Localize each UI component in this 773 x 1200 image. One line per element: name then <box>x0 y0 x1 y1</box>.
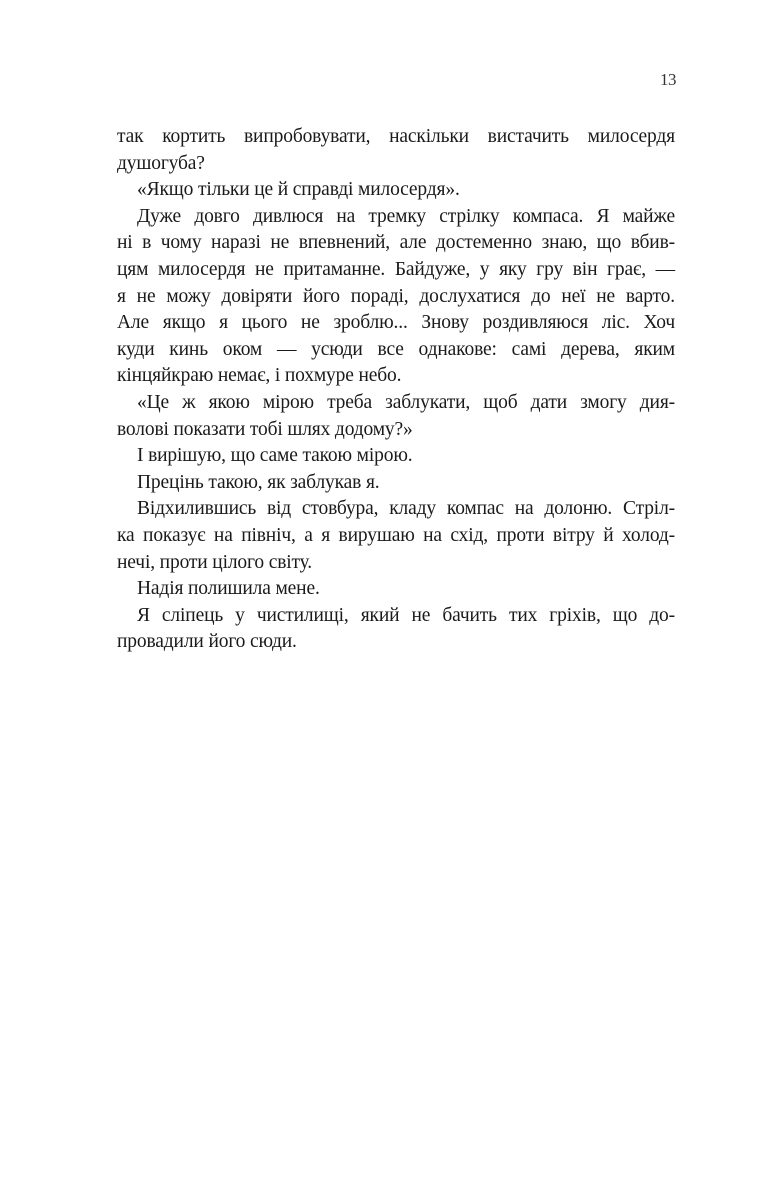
text-line: «Якщо тільки це й справді милосердя». <box>137 179 460 201</box>
text-line: так кортить випробовувати, наскільки вистачить милосердя <box>117 126 675 147</box>
text-line: Я сліпець у чистилищі, який не бачить тих гріхів, що до- <box>137 604 675 626</box>
text-line: волові показати тобі шлях додому?» <box>117 418 413 440</box>
text-line: цям милосердя не притаманне. Байдуже, у яку гру він грає, — <box>117 258 675 280</box>
page-number: 13 <box>660 70 676 89</box>
text-line: я не можу довіряти його пораді, дослухатися до неї не варто. <box>117 285 675 307</box>
text-line: нечі, проти цілого світу. <box>117 551 313 573</box>
text-line: ка показує на північ, а я вирушаю на схід, проти вітру й холод- <box>117 524 675 546</box>
text-line: душогуба? <box>117 152 205 174</box>
text-line: «Це ж якою мірою треба заблукати, щоб дати змогу дия- <box>137 391 675 413</box>
text-line: Дуже довго дивлюся на тремку стрілку компаса. Я майже <box>137 205 675 227</box>
text-line: І вирішую, що саме такою мірою. <box>137 445 413 467</box>
text-line: куди кинь оком — усюди все однакове: самі дерева, яким <box>117 338 675 360</box>
text-line: Але якщо я цього не зроблю... Знову роздивляюся ліс. Хоч <box>117 312 675 334</box>
text-line: Надія полишила мене. <box>137 578 320 600</box>
text-line: Відхилившись від стовбура, кладу компас на долоню. Стріл- <box>137 498 675 520</box>
text-line: провадили його сюди. <box>117 631 297 653</box>
body-text <box>117 124 675 656</box>
text-line: ні в чому наразі не впевнений, але достеменно знаю, що вбив- <box>117 232 675 254</box>
text-line: Прецінь такою, як заблукав я. <box>137 471 380 493</box>
text-line: кінцяйкраю немає, і похмуре небо. <box>117 365 402 387</box>
